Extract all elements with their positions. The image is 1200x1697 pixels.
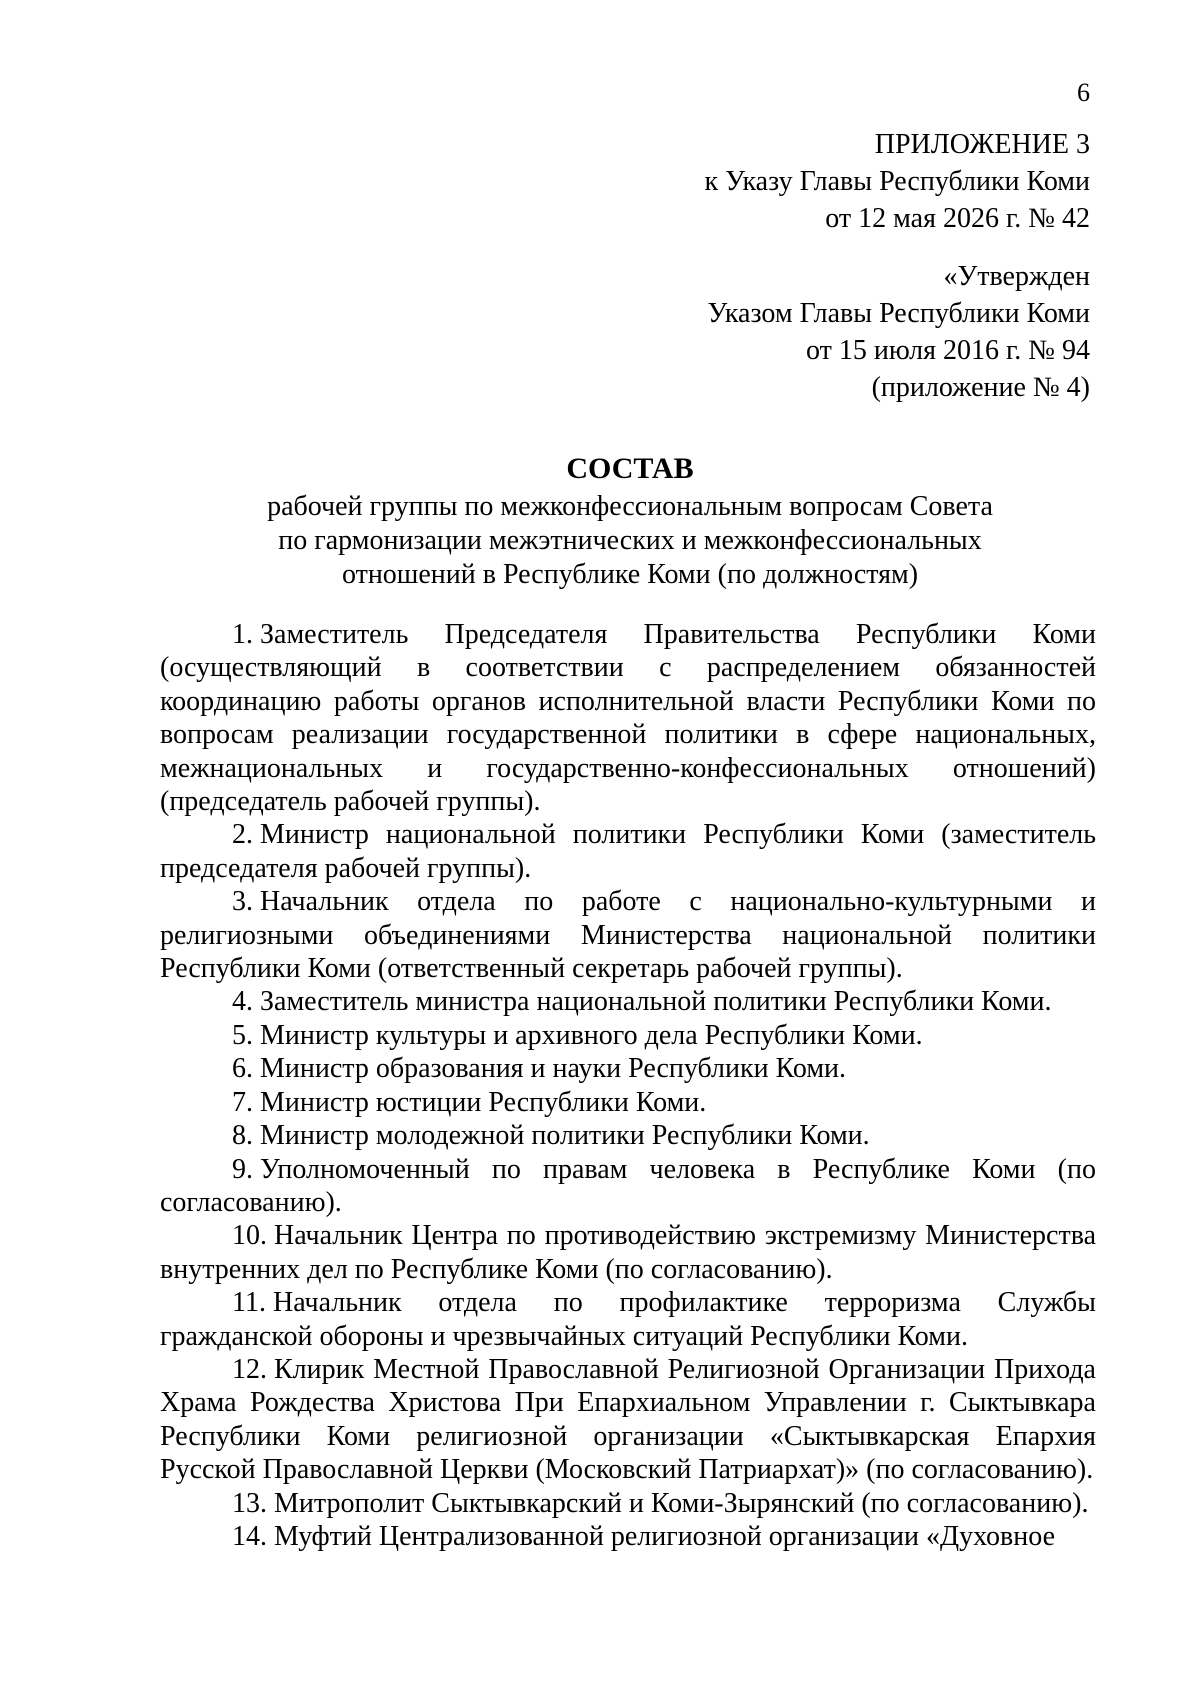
item-number: 2. [232, 819, 253, 851]
page-number: 6 [1077, 78, 1090, 107]
appendix-date: от 12 мая 2026 г. № 42 [825, 203, 1090, 234]
item-number: 7. [232, 1086, 253, 1118]
item-text: Уполномоченный по правам человека в Республике Коми (по согласованию). [160, 1153, 1096, 1218]
list-item [160, 1353, 1096, 1487]
item-number: 14. [232, 1520, 267, 1552]
list-item [160, 1219, 1096, 1286]
list-item [160, 1119, 1096, 1152]
item-text: Заместитель министра национальной политики Республики Коми. [260, 986, 1052, 1018]
approved-label: «Утвержден [943, 261, 1090, 292]
item-text: Начальник отдела по работе с национально-культурными и религиозными объединениями Министерства национальной политики Республики Коми (ответственный секретарь рабочей группы). [160, 886, 1096, 985]
item-number: 8. [232, 1120, 253, 1152]
approved-by: Указом Главы Республики Коми [707, 298, 1090, 329]
item-number: 5. [232, 1019, 253, 1051]
list-item [160, 1019, 1096, 1052]
item-text: Митрополит Сыктывкарский и Коми-Зырянский (по согласованию). [274, 1487, 1089, 1519]
item-number: 3. [232, 886, 253, 918]
item-text: Клирик Местной Православной Религиозной Организации Прихода Храма Рождества Христова При Епархиальном Управлении г. Сыктывкара Республики Коми религиозной организации «Сыктывкарская Епархия Русской Православной Церкви (Московский Патриархат)» (по согласованию). [160, 1353, 1096, 1486]
item-number: 13. [232, 1487, 267, 1519]
item-number: 4. [232, 986, 253, 1018]
list-item [160, 1487, 1096, 1520]
list-item [160, 1520, 1096, 1553]
list-item [160, 618, 1096, 818]
appendix-header [705, 126, 1090, 237]
approved-appendix: (приложение № 4) [871, 372, 1090, 403]
document-title [150, 450, 1110, 592]
item-text: Министр юстиции Республики Коми. [260, 1086, 707, 1118]
item-number: 9. [232, 1153, 253, 1185]
item-text: Начальник Центра по противодействию экстремизму Министерства внутренних дел по Республике Коми (по согласованию). [160, 1220, 1096, 1285]
item-text: Министр культуры и архивного дела Республики Коми. [260, 1019, 923, 1051]
title-heading: СОСТАВ [566, 452, 694, 485]
members-list [160, 618, 1096, 1553]
title-line-1: рабочей группы по межконфессиональным вопросам Совета [267, 491, 993, 522]
item-text: Министр образования и науки Республики Коми. [260, 1053, 847, 1085]
appendix-title: ПРИЛОЖЕНИЕ 3 [874, 129, 1090, 160]
approved-date: от 15 июля 2016 г. № 94 [806, 335, 1090, 366]
appendix-reference: к Указу Главы Республики Коми [704, 166, 1090, 197]
list-item [160, 1086, 1096, 1119]
item-number: 11. [232, 1287, 266, 1319]
list-item [160, 885, 1096, 985]
list-item [160, 818, 1096, 885]
list-item [160, 1052, 1096, 1085]
item-text: Начальник отдела по профилактике терроризма Службы гражданской обороны и чрезвычайных ситуаций Республики Коми. [160, 1287, 1096, 1352]
approval-stamp-text [708, 258, 1090, 406]
item-text: Министр национальной политики Республики Коми (заместитель председателя рабочей группы). [160, 819, 1096, 884]
item-text: Муфтий Централизованной религиозной организации «Духовное [274, 1520, 1056, 1552]
list-item [160, 1153, 1096, 1220]
list-item [160, 1286, 1096, 1353]
title-line-3: отношений в Республике Коми (по должностям) [341, 559, 919, 590]
item-number: 10. [232, 1220, 267, 1252]
item-text: Министр молодежной политики Республики Коми. [260, 1120, 870, 1152]
item-number: 1. [232, 619, 253, 650]
item-text: Заместитель Председателя Правительства Республики Коми (осуществляющий в соответствии с распределением обязанностей координацию работы органов исполнительной власти Республики Коми по вопросам реализации государственной политики в сфере национальных, межнациональных и государственно-конфессиональных отношений) (председатель рабочей группы). [160, 619, 1096, 818]
title-line-2: по гармонизации межэтнических и межконфессиональных [278, 525, 982, 556]
item-number: 12. [232, 1353, 267, 1385]
item-number: 6. [232, 1053, 253, 1085]
list-item [160, 985, 1096, 1018]
